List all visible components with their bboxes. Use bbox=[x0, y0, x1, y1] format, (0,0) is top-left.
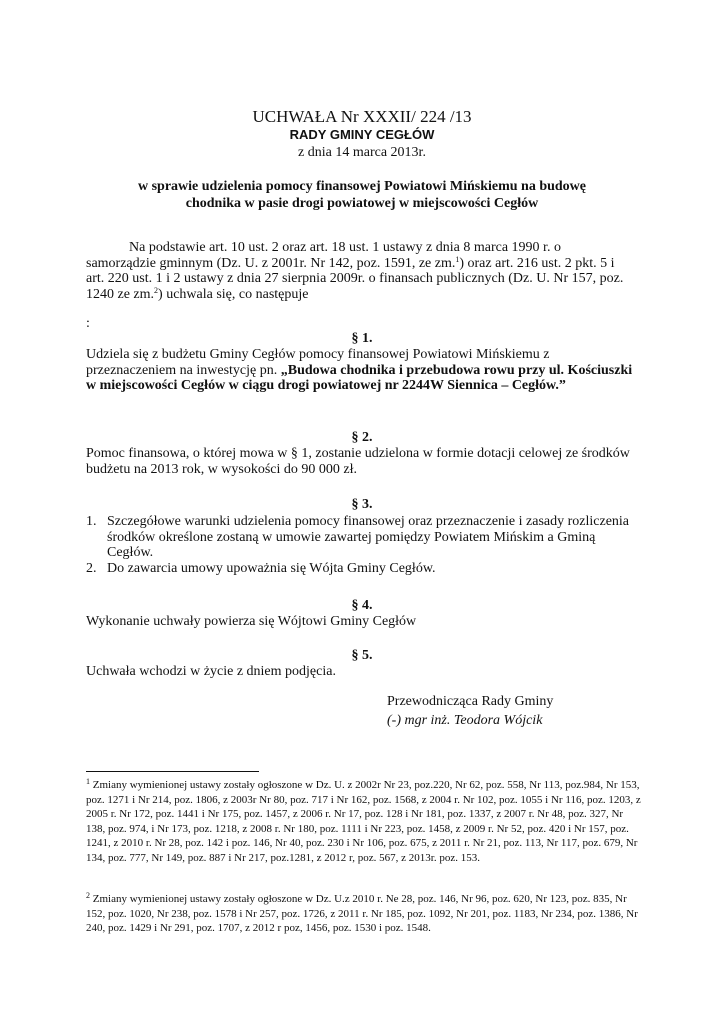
footnote-ref-1[interactable]: 1 bbox=[455, 254, 460, 264]
list-item bbox=[86, 561, 642, 577]
section-1-plain: Udziela się z budżetu Gminy Cegłów pomocy finansowej Powiatowi Mińskiemu z przeznaczeniem na inwestycję pn. bbox=[86, 347, 550, 378]
preamble-colon: : bbox=[86, 316, 90, 331]
preamble-text-a: Na podstawie art. 10 ust. 2 oraz art. 18 ust. 1 ustawy z dnia 8 marca 1990 r. o samorządzie gminnym (Dz. U. z 2001r. Nr 142, poz. 1591, ze zm. bbox=[86, 240, 561, 271]
section-3-heading: § 3. bbox=[351, 497, 373, 512]
issuer-heading: RADY GMINY CEGŁÓW bbox=[289, 127, 435, 142]
signatory-role: Przewodnicząca Rady Gminy bbox=[387, 694, 554, 709]
resolution-title: UCHWAŁA Nr XXXII/ 224 /13 bbox=[252, 107, 472, 126]
list-item-number: 1. bbox=[86, 514, 97, 529]
footnote-ref-2[interactable]: 2 bbox=[154, 285, 159, 295]
section-2-text: Pomoc finansowa, o której mowa w § 1, zostanie udzielona w formie dotacji celowej ze środków budżetu na 2013 rok, w wysokości do 90 000 zł. bbox=[86, 446, 630, 477]
subject-line-2: chodnika w pasie drogi powiatowej w miejscowości Cegłów bbox=[185, 196, 539, 211]
footnote-2-text: Zmiany wymienionej ustawy zostały ogłoszone w Dz. U.z 2010 r. Ne 28, poz. 146, Nr 96, poz. 620, Nr 123, poz. 835, Nr 152, poz. 1020, Nr 238, poz. 1578 i Nr 257, poz. 1726, z 2011 r. Nr 185, poz. 1092, Nr 201, poz. 1183, Nr 234, poz. 1386, Nr 240, poz. 1429 i Nr 291, poz. 1707, z 2012 r poz, 1456, poz. 1530 i poz. 1548. bbox=[86, 893, 638, 934]
footnote-2 bbox=[86, 892, 642, 936]
resolution-subject bbox=[100, 178, 624, 212]
preamble bbox=[86, 240, 634, 302]
section-4-text: Wykonanie uchwały powierza się Wójtowi Gminy Cegłów bbox=[86, 614, 417, 629]
section-1-text bbox=[86, 347, 634, 394]
resolution-date: z dnia 14 marca 2013r. bbox=[298, 145, 426, 160]
footnote-1-mark: 1 bbox=[86, 777, 90, 786]
footnote-divider bbox=[86, 771, 259, 772]
list-item-text: Do zawarcia umowy upoważnia się Wójta Gminy Cegłów. bbox=[107, 560, 436, 576]
footnote-2-mark: 2 bbox=[86, 891, 90, 900]
list-item-text: Szczegółowe warunki udzielenia pomocy finansowej oraz przeznaczenie i zasady rozliczenia środków określone zostaną w umowie zawartej pomiędzy Powiatem Mińskim a Gminą Cegłów. bbox=[107, 514, 630, 560]
section-5-text: Uchwała wchodzi w życie z dniem podjęcia. bbox=[86, 664, 336, 679]
section-1-investment-name: „Budowa chodnika i przebudowa rowu przy ul. Kościuszki w miejscowości Cegłów w ciągu drogi powiatowej nr 2244W Siennica – Cegłów.” bbox=[86, 362, 633, 393]
preamble-text-c: ) uchwala się, co następuje bbox=[158, 286, 309, 302]
section-3-list bbox=[86, 514, 642, 576]
footnote-1-text: Zmiany wymienionej ustawy zostały ogłoszone w Dz. U. z 2002r Nr 23, poz.220, Nr 62, poz. 558, Nr 113, poz.984, Nr 153, poz. 1271 i Nr 214, poz. 1806, z 2003r Nr 80, poz. 717 i Nr 162, poz. 1568, z 2004 r. Nr 102, poz. 1055 i Nr 116, poz. 1203, z 2005 r. Nr 172, poz. 1441 i Nr 175, poz. 1457, z 2006 r. Nr 17, poz. 128 i Nr 181, poz. 1337, z 2007 r. Nr 48, poz. 327, Nr 138, poz. 974, i Nr 173, poz. 1218, z 2008 r. Nr 180, poz. 1111 i Nr 223, poz. 1458, z 2009 r. Nr 52, poz. 420 i Nr 157, poz. 1241, z 2010 r. Nr 28, poz. 142 i poz. 146, Nr 40, poz. 230 i Nr 106, poz. 675, z 2011 r. Nr 21, poz. 113, Nr 117, poz. 679, Nr 134, poz. 777, Nr 149, poz. 887 i Nr 217, poz.1281, z 2012 r, poz. 567, z 2013r. poz. 153. bbox=[86, 779, 641, 864]
preamble-text-b: ) oraz art. 216 ust. 2 pkt. 5 i art. 220 ust. 1 i 2 ustawy z dnia 27 sierpnia 2009r. o finansach publicznych (Dz. U. Nr 157, poz. 1240 ze zm. bbox=[86, 255, 624, 302]
list-item-number: 2. bbox=[86, 560, 97, 576]
subject-line-1: w sprawie udzielenia pomocy finansowej Powiatowi Mińskiemu na budowę bbox=[137, 179, 587, 194]
section-2-heading: § 2. bbox=[351, 430, 373, 445]
section-1-heading: § 1. bbox=[351, 331, 373, 346]
footnote-1 bbox=[86, 778, 642, 865]
section-5-heading: § 5. bbox=[351, 648, 373, 663]
section-4-heading: § 4. bbox=[351, 598, 373, 613]
list-item bbox=[86, 514, 642, 561]
signatory-name: (-) mgr inż. Teodora Wójcik bbox=[387, 713, 543, 728]
